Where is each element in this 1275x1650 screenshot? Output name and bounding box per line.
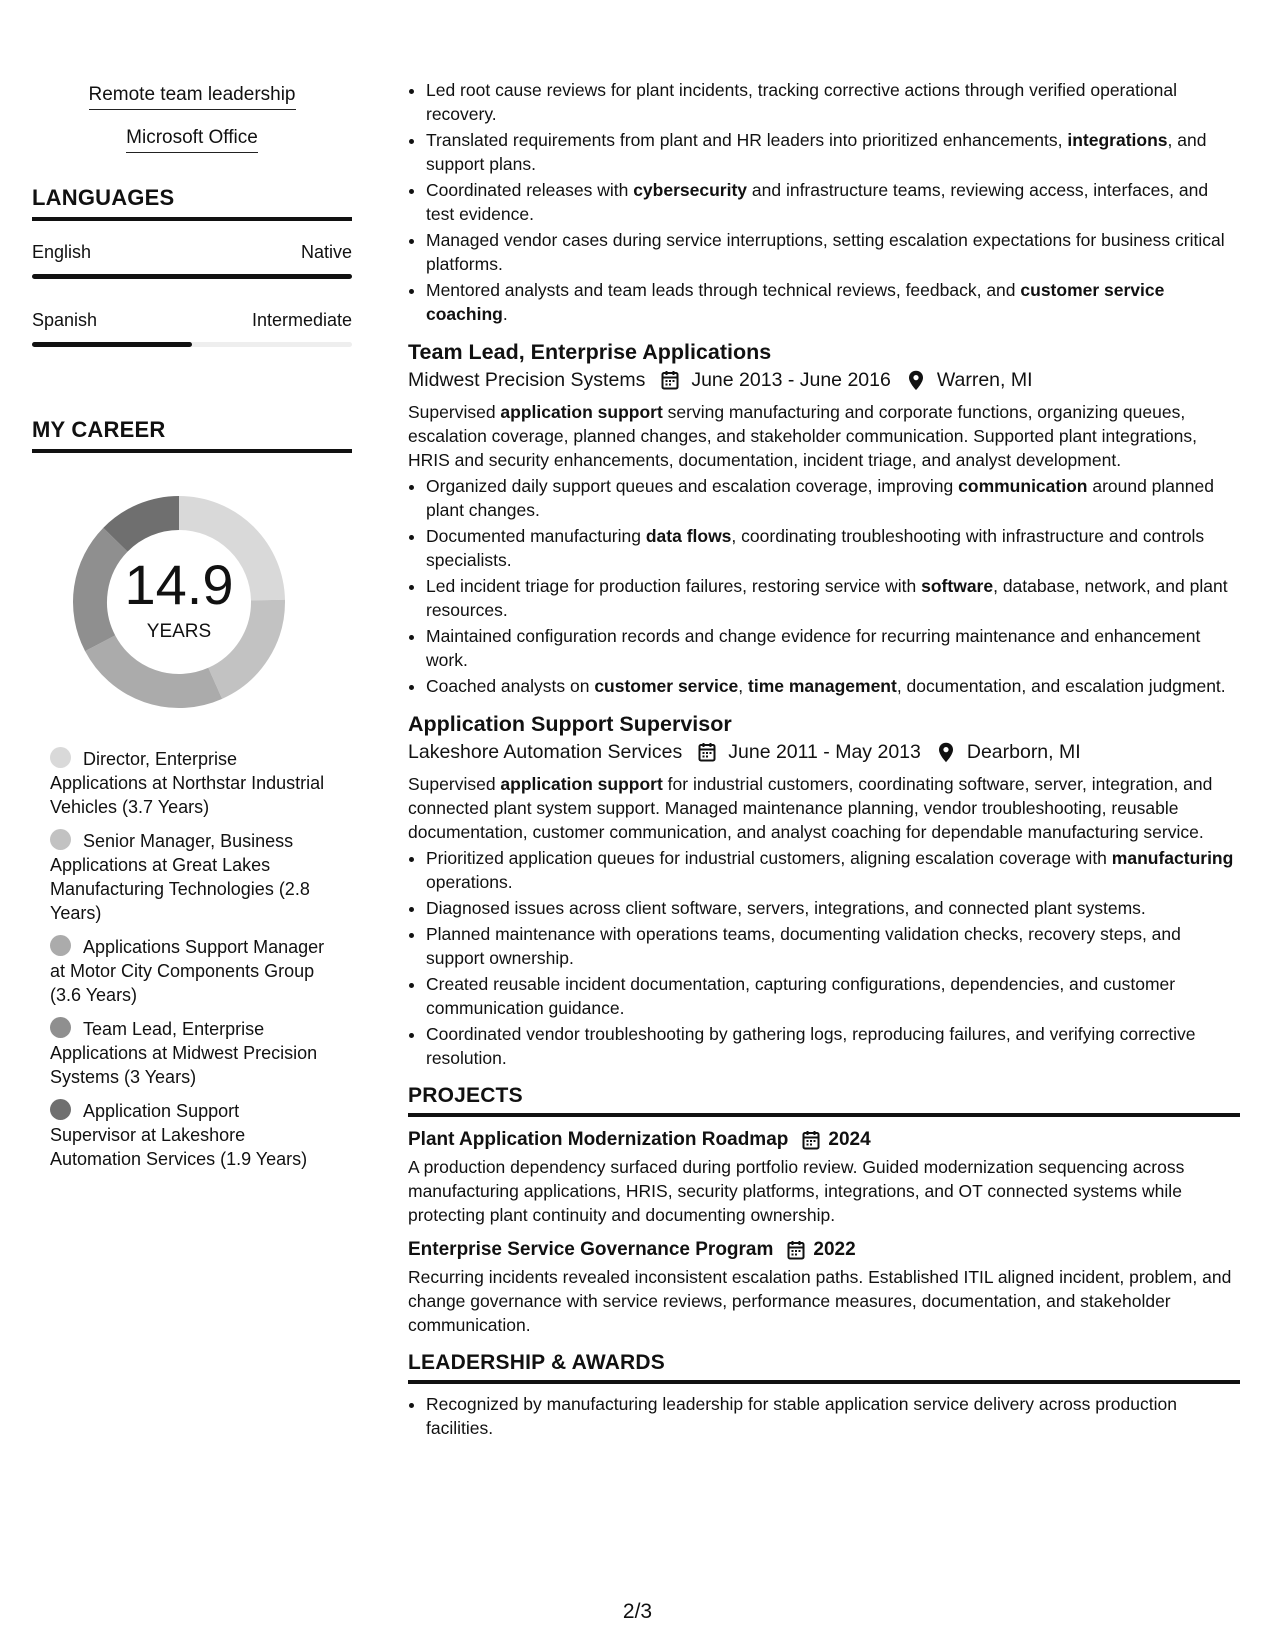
bullet-item (426, 846, 1240, 894)
skill-item: Microsoft Office (126, 127, 258, 153)
job-meta (408, 738, 1240, 766)
job-summary (408, 772, 1240, 844)
main-content (408, 78, 1240, 1442)
text-run: operations. (426, 872, 513, 892)
text-run: Translated requirements from plant and HR leaders into prioritized enhancements, (426, 130, 1068, 150)
skills-list (32, 84, 352, 153)
emphasis-text: application support (500, 774, 663, 794)
calendar-icon (696, 741, 718, 763)
career-section (32, 417, 352, 1171)
career-legend-dot (50, 1017, 71, 1038)
text-run: around planned plant changes. (426, 476, 1214, 520)
career-legend-item (50, 747, 330, 819)
career-total-unit: YEARS (146, 621, 212, 642)
career-legend-item (50, 1099, 330, 1171)
project-description: A production dependency surfaced during portfolio review. Guided modernization sequencing across manufacturing applications, HRIS, security platforms, integrations, and OT connected systems while protecting plant continuity and documenting ownership. (408, 1157, 1185, 1225)
project-entry (408, 1237, 1240, 1337)
text-run: Prioritized application queues for industrial customers, aligning escalation coverage with (426, 848, 1112, 868)
project-title-row (408, 1127, 1240, 1153)
text-run: Created reusable incident documentation, capturing configurations, dependencies, and customer communication guidance. (426, 974, 1176, 1018)
text-run: Led incident triage for production failures, restoring service with (426, 576, 922, 596)
award-item: • Recognized by manufacturing leadership for stable application service delivery across production facilities. (426, 1392, 1240, 1440)
emphasis-text: customer service coaching (426, 280, 1165, 324)
awards-section (408, 1351, 1240, 1440)
text-run: , documentation, and escalation judgment. (896, 676, 1226, 696)
text-run: Maintained configuration records and change evidence for recurring maintenance and enhancement work. (426, 626, 1201, 670)
bullet-item (426, 972, 1240, 1020)
emphasis-text: manufacturing (1111, 848, 1234, 868)
calendar-icon (800, 1129, 822, 1151)
projects-heading: PROJECTS (408, 1084, 1240, 1117)
job-bullets (408, 474, 1240, 698)
page-number: 2/3 (622, 1600, 653, 1623)
text-run: Coached analysts on (426, 676, 595, 696)
calendar-icon (659, 369, 681, 391)
emphasis-text: communication (958, 476, 1088, 496)
text-run: Coordinated vendor troubleshooting by gathering logs, reproducing failures, and verifying corrective resolution. (426, 1024, 1196, 1068)
job-company: Lakeshore Automation Services (408, 741, 683, 763)
job-company: Midwest Precision Systems (408, 369, 646, 391)
projects-list (408, 1127, 1240, 1337)
career-donut-chart (66, 489, 292, 715)
language-level: Intermediate (251, 310, 352, 330)
location-pin-icon (935, 741, 957, 763)
career-legend-dot (50, 1099, 71, 1120)
awards-heading: LEADERSHIP & AWARDS (408, 1351, 1240, 1384)
job-dates: June 2013 - June 2016 (691, 369, 891, 391)
project-title: Enterprise Service Governance Program (408, 1239, 774, 1260)
job-title: Team Lead, Enterprise Applications (408, 340, 772, 364)
emphasis-text: customer service (594, 676, 739, 696)
language-proficiency-fill (32, 342, 192, 347)
job-bullets (408, 846, 1240, 1070)
career-legend-item (50, 1017, 330, 1089)
language-item (32, 241, 352, 279)
job-entry (408, 338, 1240, 698)
text-run: Diagnosed issues across client software, servers, integrations, and connected plant systems. (426, 898, 1146, 918)
skill-item: Remote team leadership (89, 84, 296, 110)
emphasis-text: data flows (645, 526, 732, 546)
job-location: Dearborn, MI (966, 741, 1081, 763)
bullet-item (426, 178, 1240, 226)
bullet-item (426, 922, 1240, 970)
language-proficiency-bar (32, 342, 352, 347)
previous-job-bullets (408, 78, 1240, 326)
sidebar (32, 84, 352, 1181)
bullet-item (426, 674, 1240, 698)
text-run: Mentored analysts and team leads through technical reviews, feedback, and (426, 280, 1021, 300)
text-run: , (738, 676, 749, 696)
career-legend-item (50, 829, 330, 925)
location-pin-icon (905, 369, 927, 391)
bullet-item (426, 1022, 1240, 1070)
bullet-item (426, 228, 1240, 276)
career-legend-label: Senior Manager, Business Applications at Great Lakes Manufacturing Technologies (2.8 Years) (50, 831, 310, 923)
emphasis-text: software (921, 576, 994, 596)
language-proficiency-fill (32, 274, 352, 279)
job-dates: June 2011 - May 2013 (728, 741, 921, 763)
bullet-item (426, 78, 1240, 126)
bullet-item (426, 278, 1240, 326)
language-name: English (32, 242, 92, 262)
career-donut-center (66, 489, 292, 715)
career-heading: MY CAREER (32, 417, 352, 453)
text-run: , database, network, and plant resources. (426, 576, 1228, 620)
career-legend-label: Application Support Supervisor at Lakeshore Automation Services (1.9 Years) (50, 1101, 308, 1169)
job-meta (408, 366, 1240, 394)
text-run: Supervised (408, 774, 501, 794)
career-legend-label: Director, Enterprise Applications at Northstar Industrial Vehicles (3.7 Years) (50, 749, 325, 817)
project-entry (408, 1127, 1240, 1227)
text-run: Planned maintenance with operations teams, documenting validation checks, recovery steps, and support ownership. (426, 924, 1181, 968)
experience-list (408, 338, 1240, 1070)
text-run: . (502, 304, 508, 324)
job-summary (408, 400, 1240, 472)
project-year: 2024 (828, 1129, 871, 1150)
text-run: Organized daily support queues and escalation coverage, improving (426, 476, 959, 496)
career-legend-dot (50, 935, 71, 956)
emphasis-text: time management (748, 676, 897, 696)
text-run: serving manufacturing and corporate functions, organizing queues, escalation coverage, planned changes, and stakeholder communication. Supported plant integrations, HRIS and security enhancements, documentation, incident triage, and analyst development. (408, 402, 1197, 470)
project-title: Plant Application Modernization Roadmap (408, 1129, 789, 1150)
projects-section (408, 1084, 1240, 1337)
job-title: Application Support Supervisor (408, 712, 732, 736)
text-run: Documented manufacturing (426, 526, 646, 546)
career-total-years: 14.9 (124, 553, 234, 616)
language-level: Native (300, 242, 352, 262)
project-description: Recurring incidents revealed inconsistent escalation paths. Established ITIL aligned incident, problem, and change governance with service reviews, performance measures, documentation, and stakeholder communication. (408, 1267, 1232, 1335)
career-legend-item (50, 935, 330, 1007)
text-run: , and support plans. (426, 130, 1207, 174)
text-run: Led root cause reviews for plant incidents, tracking corrective actions through verified operational recovery. (426, 80, 1177, 124)
career-legend (32, 747, 352, 1171)
job-entry (408, 710, 1240, 1070)
bullet-item (426, 128, 1240, 176)
text-run: Coordinated releases with (426, 180, 634, 200)
text-run: , coordinating troubleshooting with infrastructure and controls specialists. (426, 526, 1205, 570)
languages-section (32, 185, 352, 347)
language-name: Spanish (32, 310, 98, 330)
career-legend-dot (50, 829, 71, 850)
bullet-item (426, 624, 1240, 672)
bullet-item (426, 524, 1240, 572)
career-legend-label: Team Lead, Enterprise Applications at Midwest Precision Systems (3 Years) (50, 1019, 318, 1087)
emphasis-text: application support (500, 402, 663, 422)
bullet-item (426, 474, 1240, 522)
project-title-row (408, 1237, 1240, 1263)
text-run: for industrial customers, coordinating software, server, integration, and connected plant system support. Managed maintenance planning, vendor troubleshooting, reusable documentation, customer communication, and analyst coaching for dependable manufacturing service. (408, 774, 1213, 842)
emphasis-text: integrations (1067, 130, 1168, 150)
career-legend-dot (50, 747, 71, 768)
project-year: 2022 (813, 1239, 856, 1260)
text-run: and infrastructure teams, reviewing access, interfaces, and test evidence. (426, 180, 1209, 224)
bullet-item (426, 574, 1240, 622)
bullet-item (426, 896, 1240, 920)
emphasis-text: cybersecurity (633, 180, 748, 200)
text-run: Supervised (408, 402, 501, 422)
language-proficiency-bar (32, 274, 352, 279)
awards-list (408, 1392, 1240, 1440)
career-legend-label: Applications Support Manager at Motor City Components Group (3.6 Years) (50, 937, 325, 1005)
text-run: Managed vendor cases during service interruptions, setting escalation expectations for business critical platforms. (426, 230, 1225, 274)
languages-heading: LANGUAGES (32, 185, 352, 221)
language-item (32, 309, 352, 347)
calendar-icon (785, 1239, 807, 1261)
job-location: Warren, MI (936, 369, 1033, 391)
